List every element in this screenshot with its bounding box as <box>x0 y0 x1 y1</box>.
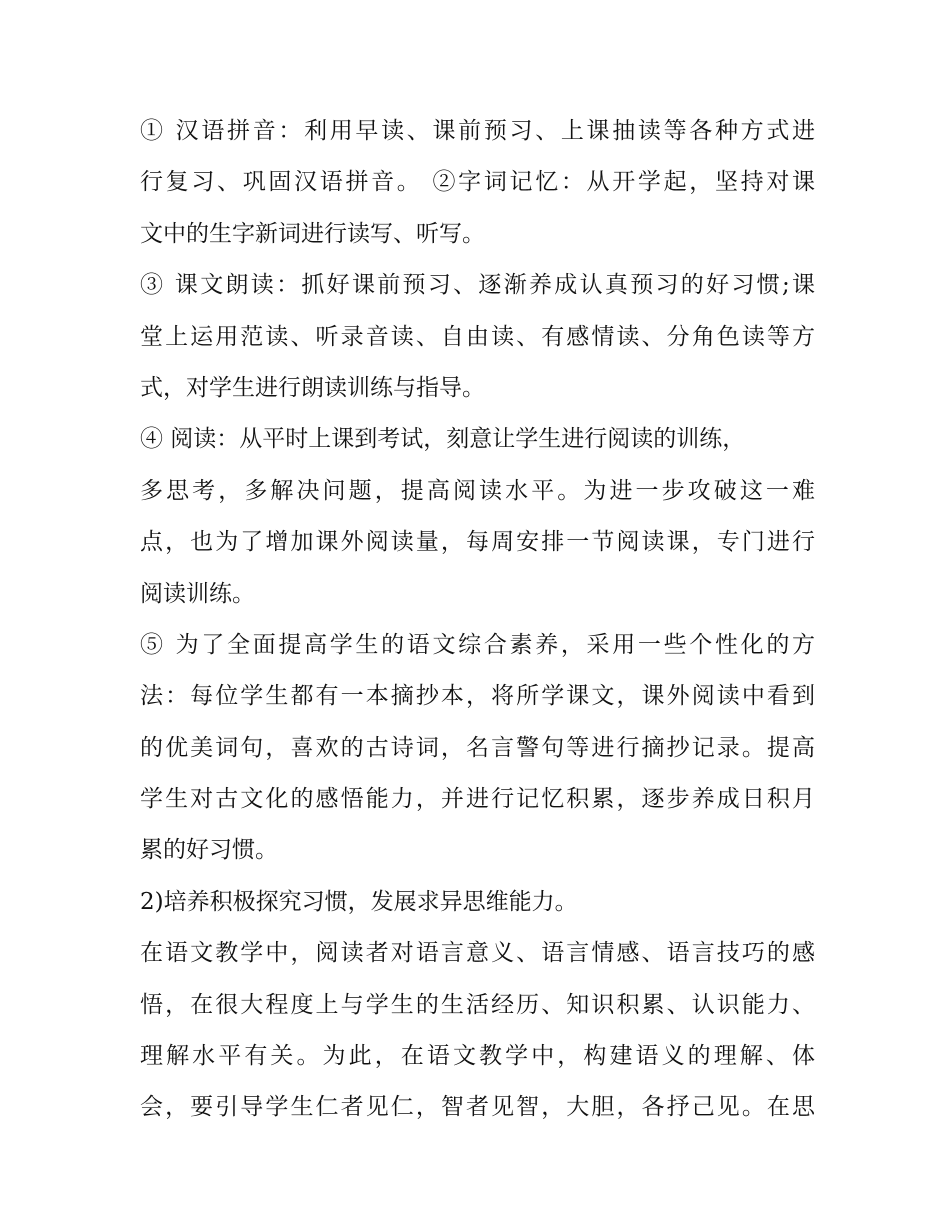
text-line-13: 的优美词句，喜欢的古诗词，名言警句等进行摘抄记录。提高 <box>140 734 815 761</box>
text-line-5: 堂上运用范读、听录音读、自由读、有感情读、分角色读等方 <box>140 323 815 350</box>
text-line-12: 法：每位学生都有一本摘抄本，将所学课文，课外阅读中看到 <box>140 683 815 710</box>
text-line-20: 会，要引导学生仁者见仁，智者见智，大胆，各抒己见。在思 <box>140 1094 815 1121</box>
text-line-4: ③ 课文朗读：抓好课前预习、逐渐养成认真预习的好习惯;课 <box>140 272 815 299</box>
text-line-17: 在语文教学中，阅读者对语言意义、语言情感、语言技巧的感 <box>140 940 815 967</box>
text-line-8: 多思考，多解决问题，提高阅读水平。为进一步攻破这一难 <box>140 477 815 504</box>
section-heading: 2)培养积极探究习惯，发展求异思维能力。 <box>140 888 578 915</box>
text-line-15: 累的好习惯。 <box>140 837 278 864</box>
text-line-7: ④ 阅读：从平时上课到考试，刻意让学生进行阅读的训练， <box>140 426 746 453</box>
document-body <box>140 106 815 1134</box>
text-line-18: 悟，在很大程度上与学生的生活经历、知识积累、认识能力、 <box>140 991 815 1018</box>
text-line-2: 行复习、巩固汉语拼音。 ②字词记忆：从开学起，坚持对课 <box>140 169 815 196</box>
text-line-6: 式，对学生进行朗读训练与指导。 <box>140 374 485 401</box>
text-line-19: 理解水平有关。为此，在语文教学中，构建语义的理解、体 <box>140 1043 815 1070</box>
text-line-10: 阅读训练。 <box>140 580 255 607</box>
text-line-11: ⑤ 为了全面提高学生的语文综合素养，采用一些个性化的方 <box>140 631 815 658</box>
text-line-9: 点，也为了增加课外阅读量，每周安排一节阅读课，专门进行 <box>140 529 815 556</box>
text-line-14: 学生对古文化的感悟能力，并进行记忆积累，逐步养成日积月 <box>140 786 815 813</box>
text-line-3: 文中的生字新词进行读写、听写。 <box>140 220 485 247</box>
text-line-1: ① 汉语拼音：利用早读、课前预习、上课抽读等各种方式进 <box>140 118 815 144</box>
